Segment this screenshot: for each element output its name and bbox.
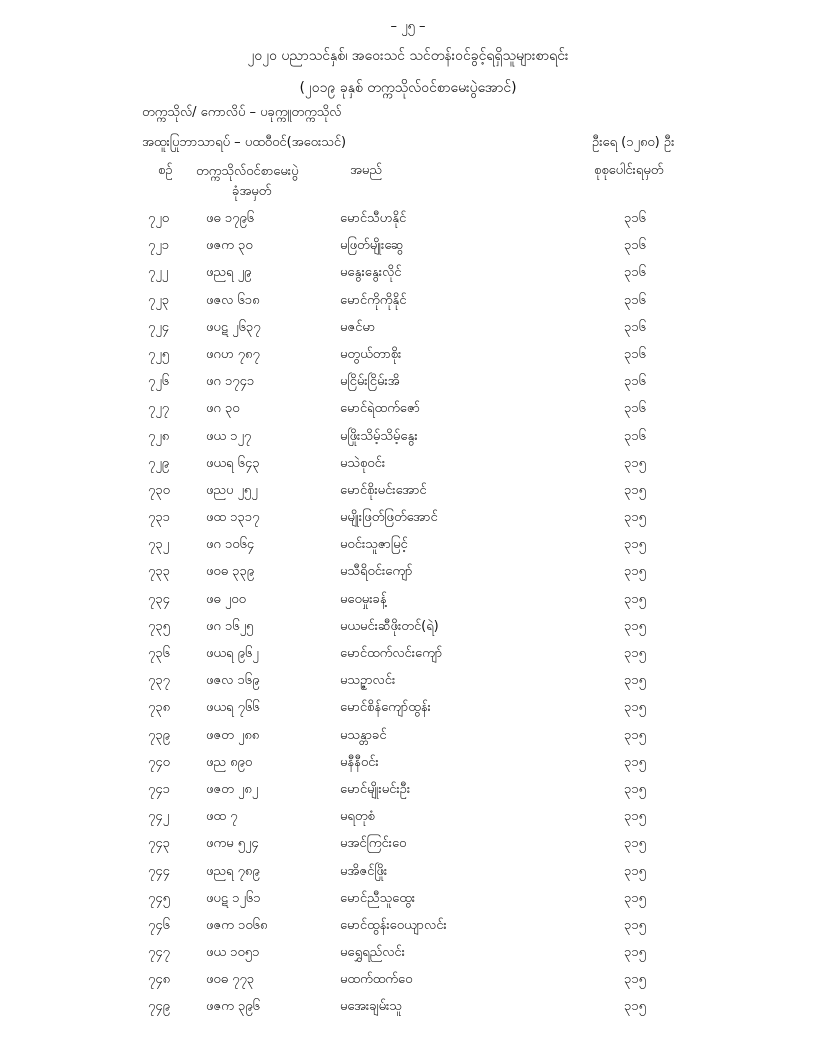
university-label: တက္ကသိုလ်/ ကောလိပ် – ပခုက္ကူတက္ကသိုလ် bbox=[142, 105, 342, 120]
serial-cell: ၇၄၁ bbox=[148, 781, 170, 797]
serial-cell: ၇၃၃ bbox=[148, 564, 170, 580]
score-cell: ၃၁၆ bbox=[624, 401, 646, 417]
score-cell: ၃၁၅ bbox=[624, 972, 646, 988]
roll-number-cell: ဖထ ၇ bbox=[206, 809, 238, 825]
serial-cell: ၇၂၆ bbox=[148, 374, 170, 390]
score-cell: ၃၁၆ bbox=[624, 346, 646, 362]
serial-cell: ၇၄၇ bbox=[148, 945, 170, 961]
column-header-roll-line2: ခုံအမှတ် bbox=[232, 184, 272, 199]
score-cell: ၃၁၅ bbox=[624, 591, 646, 607]
serial-cell: ၇၂၉ bbox=[148, 455, 170, 471]
name-cell: မောင်ထက်လင်းကျော် bbox=[340, 646, 443, 661]
score-cell: ၃၁၆ bbox=[624, 265, 646, 281]
table-row bbox=[0, 396, 816, 423]
serial-cell: ၇၃၀ bbox=[148, 482, 170, 498]
table-row bbox=[0, 505, 816, 532]
name-cell: မရွှေရည်လင်း bbox=[340, 945, 405, 961]
name-cell: မောင်ကိုကိုနိုင် bbox=[340, 292, 407, 308]
score-cell: ၃၁၅ bbox=[624, 482, 646, 498]
score-cell: ၃၁၅ bbox=[624, 890, 646, 906]
serial-cell: ၇၃၅ bbox=[148, 618, 170, 634]
table-row bbox=[0, 315, 816, 342]
name-cell: မသီရိဝင်းကျော် bbox=[340, 564, 413, 580]
roll-number-cell: ဖဇက ၃၀ bbox=[206, 238, 253, 254]
roll-number-cell: ဖ၀ဓ ၃၃၉ bbox=[206, 564, 255, 580]
roll-number-cell: ဖဓ ၁၇၉၆ bbox=[206, 211, 255, 226]
serial-cell: ၇၄၀ bbox=[148, 754, 170, 770]
serial-cell: ၇၂၇ bbox=[148, 401, 170, 417]
serial-cell: ၇၃၄ bbox=[148, 591, 170, 607]
name-cell: မယမင်းဆီဖိုးတင်(ရဲ) bbox=[340, 618, 439, 634]
table-row bbox=[0, 260, 816, 287]
name-cell: မသဥ္ဇာလင်း bbox=[340, 673, 396, 689]
serial-cell: ၇၂၂ bbox=[148, 265, 169, 281]
name-cell: မဇင်မာ bbox=[340, 319, 376, 335]
table-row bbox=[0, 288, 816, 315]
page-number: – ၂၅ – bbox=[390, 19, 426, 34]
table-row bbox=[0, 940, 816, 967]
roll-number-cell: ဖဂ ၁၆၂၅ bbox=[206, 618, 254, 634]
table-row bbox=[0, 886, 816, 913]
roll-number-cell: ဖ၀ဓ ၇၇၃ bbox=[206, 972, 255, 988]
name-cell: မအင်ကြင်းဝေ bbox=[340, 836, 407, 852]
roll-number-cell: ဖယ ၁၀၅၁ bbox=[206, 945, 260, 961]
name-cell: မောင်မျိုးမင်းဦး bbox=[340, 781, 411, 797]
roll-number-cell: ဖပဋ ၁၂၆၁ bbox=[206, 890, 261, 906]
column-header-roll-number bbox=[196, 162, 299, 202]
table-row bbox=[0, 451, 816, 478]
table-row bbox=[0, 614, 816, 641]
serial-cell: ၇၂၄ bbox=[148, 319, 170, 335]
roll-number-cell: ဖဇလ ၁၆၉ bbox=[206, 673, 260, 689]
name-cell: မသဲစုဝင်း bbox=[340, 455, 386, 471]
roll-number-cell: ဖညပ ၂၅၂ bbox=[206, 482, 258, 498]
name-cell: မောင်ညီသူထွေး bbox=[340, 890, 416, 906]
results-table bbox=[0, 206, 816, 1022]
roll-number-cell: ဖပဋ ၂၆၃၇ bbox=[206, 319, 261, 335]
score-cell: ၃၁၅ bbox=[624, 564, 646, 580]
roll-number-cell: ဖဂဟ ၇၈၇ bbox=[206, 346, 260, 362]
serial-cell: ၇၄၈ bbox=[148, 972, 171, 988]
column-header-roll-line1: တက္ကသိုလ်ဝင်စာမေးပွဲ bbox=[196, 164, 299, 179]
column-header-serial: စဉ် bbox=[158, 163, 173, 178]
score-cell: ၃၁၅ bbox=[624, 754, 646, 770]
score-cell: ၃၁၆ bbox=[624, 211, 646, 226]
serial-cell: ၇၄၃ bbox=[148, 836, 170, 852]
serial-cell: ၇၃၉ bbox=[148, 727, 170, 743]
table-row bbox=[0, 342, 816, 369]
name-cell: မောင်သီဟနိုင် bbox=[340, 211, 407, 226]
score-cell: ၃၁၅ bbox=[624, 646, 646, 661]
score-cell: ၃၁၆ bbox=[624, 319, 646, 335]
roll-number-cell: ဖဂ ၁၇၄၁ bbox=[206, 374, 255, 390]
name-cell: မနွေးနွေးလိုင် bbox=[340, 265, 402, 281]
roll-number-cell: ဖညရ ၂၉ bbox=[206, 265, 252, 281]
score-cell: ၃၁၅ bbox=[624, 836, 646, 852]
column-header-total-score: စုစုပေါင်းရမှတ် bbox=[594, 163, 664, 178]
table-row bbox=[0, 804, 816, 831]
name-cell: မဖြတ်မျိုးဆွေ bbox=[340, 238, 404, 254]
name-cell: မအိဇင်ဖြိုး bbox=[340, 863, 388, 879]
roll-number-cell: ဖယရ ၇၆၆ bbox=[206, 700, 260, 716]
table-row bbox=[0, 831, 816, 858]
serial-cell: ၇၂၁ bbox=[148, 238, 170, 254]
serial-cell: ၇၄၄ bbox=[148, 863, 170, 879]
table-row bbox=[0, 532, 816, 559]
table-row bbox=[0, 967, 816, 994]
table-row bbox=[0, 641, 816, 668]
roll-number-cell: ဖထ ၁၃၁၇ bbox=[206, 510, 260, 526]
serial-cell: ၇၃၆ bbox=[148, 646, 170, 661]
roll-number-cell: ဖဂ ၃၀ bbox=[206, 401, 240, 417]
serial-cell: ၇၂၃ bbox=[148, 292, 170, 308]
roll-number-cell: ဖဇက ၃၉၆ bbox=[206, 999, 260, 1015]
table-row bbox=[0, 559, 816, 586]
name-cell: မောင်စိုးမင်းအောင် bbox=[340, 482, 427, 498]
score-cell: ၃၁၆ bbox=[624, 238, 646, 254]
serial-cell: ၇၂၈ bbox=[148, 428, 170, 444]
score-cell: ၃၁၅ bbox=[624, 618, 646, 634]
table-row bbox=[0, 750, 816, 777]
serial-cell: ၇၂၀ bbox=[148, 211, 170, 226]
roll-number-cell: ဖဇတ ၂၈၈ bbox=[206, 727, 260, 743]
column-header-name: အမည် bbox=[350, 163, 382, 178]
roll-number-cell: ဖဇက ၁၀၆၈ bbox=[206, 917, 268, 933]
serial-cell: ၇၄၆ bbox=[148, 917, 170, 933]
serial-cell: ၇၄၂ bbox=[148, 809, 170, 825]
table-row bbox=[0, 369, 816, 396]
roll-number-cell: ဖဂ ၁၀၆၄ bbox=[206, 537, 255, 553]
score-cell: ၃၁၅ bbox=[624, 945, 646, 961]
name-cell: မောင်စိန်ကျော်ထွန်း bbox=[340, 700, 431, 716]
table-row bbox=[0, 913, 816, 940]
serial-cell: ၇၃၈ bbox=[148, 700, 171, 716]
score-cell: ၃၁၅ bbox=[624, 917, 646, 933]
table-row bbox=[0, 859, 816, 886]
name-cell: မအေးချမ်းသူ bbox=[340, 999, 402, 1015]
table-row bbox=[0, 777, 816, 804]
serial-cell: ၇၃၂ bbox=[148, 537, 170, 553]
score-cell: ၃၁၆ bbox=[624, 292, 646, 308]
table-row bbox=[0, 478, 816, 505]
name-cell: မငြိမ်းငြိမ်းအိ bbox=[340, 374, 400, 390]
name-cell: မတွယ်တာစိုး bbox=[340, 346, 402, 362]
name-cell: မဝေမှုးခန့် bbox=[340, 591, 387, 607]
table-row bbox=[0, 587, 816, 614]
score-cell: ၃၁၅ bbox=[624, 809, 646, 825]
serial-cell: ၇၂၅ bbox=[148, 346, 170, 362]
roll-number-cell: ဖယရ ၆၄၃ bbox=[206, 455, 260, 471]
table-row bbox=[0, 723, 816, 750]
score-cell: ၃၁၅ bbox=[624, 537, 646, 553]
document-subtitle: (၂၀၁၉ ခုနှစ် တက္ကသိုလ်ဝင်စာမေးပွဲအောင်) bbox=[299, 80, 517, 96]
roll-number-cell: ဖယ ၁၂၇ bbox=[206, 428, 252, 444]
roll-number-cell: ဖဇလ ၆၁၈ bbox=[206, 292, 260, 308]
name-cell: မောင်ရဲထက်ဇော် bbox=[340, 401, 420, 417]
score-cell: ၃၁၅ bbox=[624, 999, 646, 1015]
name-cell: မဖြိုးသိမ့်သိမ့်နွေး bbox=[340, 428, 418, 444]
document-title: ၂၀၂၀ ပညာသင်နှစ်၊ အဝေးသင် သင်တန်းဝင်ခွင့်ရရှိသူများစာရင်း bbox=[247, 48, 569, 64]
name-cell: မမျိုးဖြတ်ဖြတ်အောင် bbox=[340, 510, 438, 526]
score-cell: ၃၁၅ bbox=[624, 781, 646, 797]
score-cell: ၃၁၅ bbox=[624, 700, 646, 716]
table-row bbox=[0, 668, 816, 695]
roll-number-cell: ဖညရ ၇၈၉ bbox=[206, 863, 260, 879]
name-cell: မဝင်းသူဇာမြင့် bbox=[340, 537, 408, 553]
serial-cell: ၇၃၇ bbox=[148, 673, 170, 689]
score-cell: ၃၁၅ bbox=[624, 510, 646, 526]
score-cell: ၃၁၅ bbox=[624, 863, 646, 879]
roll-number-cell: ဖည ၈၉၀ bbox=[206, 754, 253, 770]
serial-cell: ၇၃၁ bbox=[148, 510, 170, 526]
serial-cell: ၇၄၅ bbox=[148, 890, 170, 906]
serial-cell: ၇၄၉ bbox=[148, 999, 170, 1015]
total-count-label: ဦးရေ (၁၂၈၀) ဦး bbox=[592, 135, 675, 150]
score-cell: ၃၁၅ bbox=[624, 727, 646, 743]
score-cell: ၃၁၆ bbox=[624, 428, 646, 444]
roll-number-cell: ဖဇတ ၂၈၂ bbox=[206, 781, 259, 797]
name-cell: မသန္တာခင် bbox=[340, 727, 387, 743]
score-cell: ၃၁၅ bbox=[624, 673, 646, 689]
name-cell: မရတုစံ bbox=[340, 809, 375, 825]
table-row bbox=[0, 206, 816, 233]
score-cell: ၃၁၆ bbox=[624, 374, 646, 390]
score-cell: ၃၁၅ bbox=[624, 455, 646, 471]
roll-number-cell: ဖကမ ၅၂၄ bbox=[206, 836, 259, 852]
roll-number-cell: ဖယရ ၉၆၂ bbox=[206, 646, 259, 661]
major-subject-label: အထူးပြုဘာသာရပ် – ပထဝီဝင်(အဝေးသင်) bbox=[142, 135, 347, 150]
name-cell: မနီနီဝင်း bbox=[340, 754, 379, 770]
name-cell: မောင်ထွန်းဝေယျာလင်း bbox=[340, 917, 447, 933]
table-row bbox=[0, 233, 816, 260]
name-cell: မထက်ထက်ဝေ bbox=[340, 972, 413, 988]
table-row bbox=[0, 695, 816, 722]
roll-number-cell: ဖဓ ၂၀၀ bbox=[206, 591, 246, 607]
table-row bbox=[0, 994, 816, 1021]
table-row bbox=[0, 424, 816, 451]
